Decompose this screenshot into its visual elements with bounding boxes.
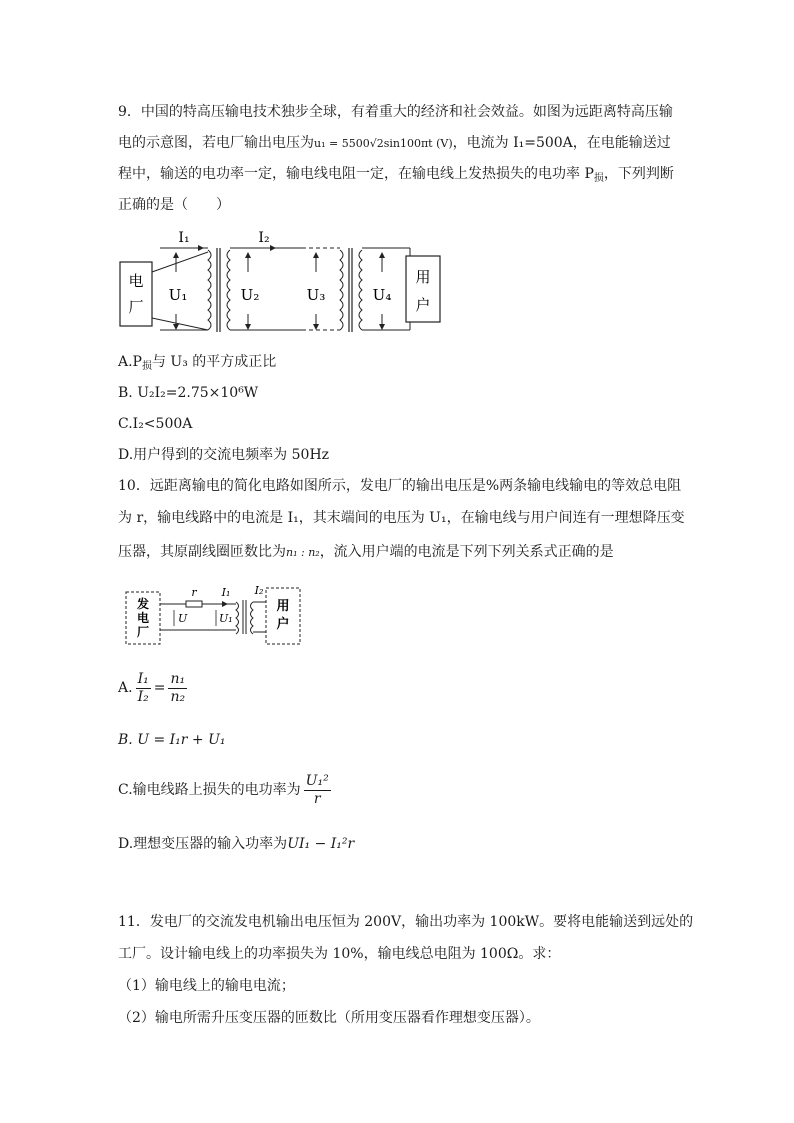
q9-current-I2-label: I₂ [258,230,270,246]
q9-transmission-diagram [116,226,448,338]
q11-part-2: （2）输电所需升压变压器的匝数比（所用变压器看作理想变压器）。 [118,1010,540,1026]
q10-option-d: D.理想变压器的输入功率为UI₁ − I₁²r [118,836,355,852]
q9-option-a: $A.P_损$与 U₃ 的平方成正比 [118,354,277,372]
q9-user-char-2: 户 [415,296,431,314]
q10-text-line-2: 为 r，输电线路中的电流是 I₁，其末端间的电压为 U₁，在输电线与用户间连有一理想降压变 [118,510,685,526]
q9-user-char-1: 用 [415,268,431,286]
q9-plant-char-1: 电 [128,272,144,290]
q9-plant-char-2: 厂 [128,298,144,316]
q10-resistor-r-label: r [191,586,197,599]
q9-current-I1-label: I₁ [178,230,190,246]
q10-voltage-U1-label: U₁ [219,612,233,625]
q10-voltage-U-label: U [178,612,188,625]
q10-user-char-2: 户 [276,617,290,632]
q10-plant-char-2: 电 [136,611,150,625]
q9-voltage-U2-label: U₂ [240,286,260,304]
q10-option-c: C.输电线路上损失的电功率为 $\frac{\text{U₁²}}{r}$ [118,772,329,807]
q11-part-1: （1）输电线上的输电电流； [118,978,295,994]
q9-text-line-2: 电的示意图，若电厂输出电压为u₁ = 5500√2sin100πt (V)，电流为 I₁=500A，在电能输送过 [118,135,671,151]
q11-text-line-1: 11．发电厂的交流发电机输出电压恒为 200V，输出功率为 100kW。要将电能输送到远处的 [118,914,694,930]
q10-current-I1-label: I₁ [221,586,231,599]
q11-text-line-2: 工厂。设计输电线上的功率损失为 10%，输电线总电阻为 100Ω。求： [118,946,561,962]
q10-option-a: A. $\frac{\text{I₁}}{\text{I₂}}$ = $\frac{\text{n₁}}{\text{n₂}}$ [118,670,186,705]
q9-text-line-1: 9．中国的特高压输电技术独步全球，有着重大的经济和社会效益。如图为远距离特高压输 [118,104,673,120]
q9-voltage-U3-label: U₃ [306,286,326,304]
q9-voltage-U4-label: U₄ [372,286,392,304]
q10-plant-char-3: 厂 [136,625,150,639]
q9-option-b: B. U₂I₂=2.75×10⁶W [118,385,259,401]
q10-text-line-3: 压器，其原副线圈匝数比为n₁ : n₂，流入用户端的电流是下列下列关系式正确的是 [118,544,614,560]
q9-text-line-3: 程中，输送的电功率一定，输电线电阻一定，在输电线上发热损失的电功率 $P_损$，下列判断 [118,166,674,184]
q10-text-line-1: 10．远距离输电的简化电路如图所示，发电厂的输出电压是%两条输电线输电的等效总电阻 [118,478,682,494]
q10-current-I2-label: I₂ [254,584,264,597]
q9-voltage-U1-label: U₁ [168,286,188,304]
q9-option-d: D.用户得到的交流电频率为 50Hz [118,447,330,463]
q10-turns-ratio: n₁ : n₂ [286,546,320,559]
q10-plant-char-1: 发 [136,597,150,611]
q10-user-char-1: 用 [276,599,290,614]
q10-option-b: B. U = I₁r + U₁ [118,732,226,748]
q10-option-d-expression: UI₁ − I₁²r [287,836,355,852]
q9-text-line-4: 正确的是（ ） [118,197,230,213]
q9-option-c: C.I₂<500A [118,416,193,432]
q9-voltage-expression: u₁ = 5500√2sin100πt (V) [314,137,453,150]
q10-circuit-diagram [122,580,306,652]
